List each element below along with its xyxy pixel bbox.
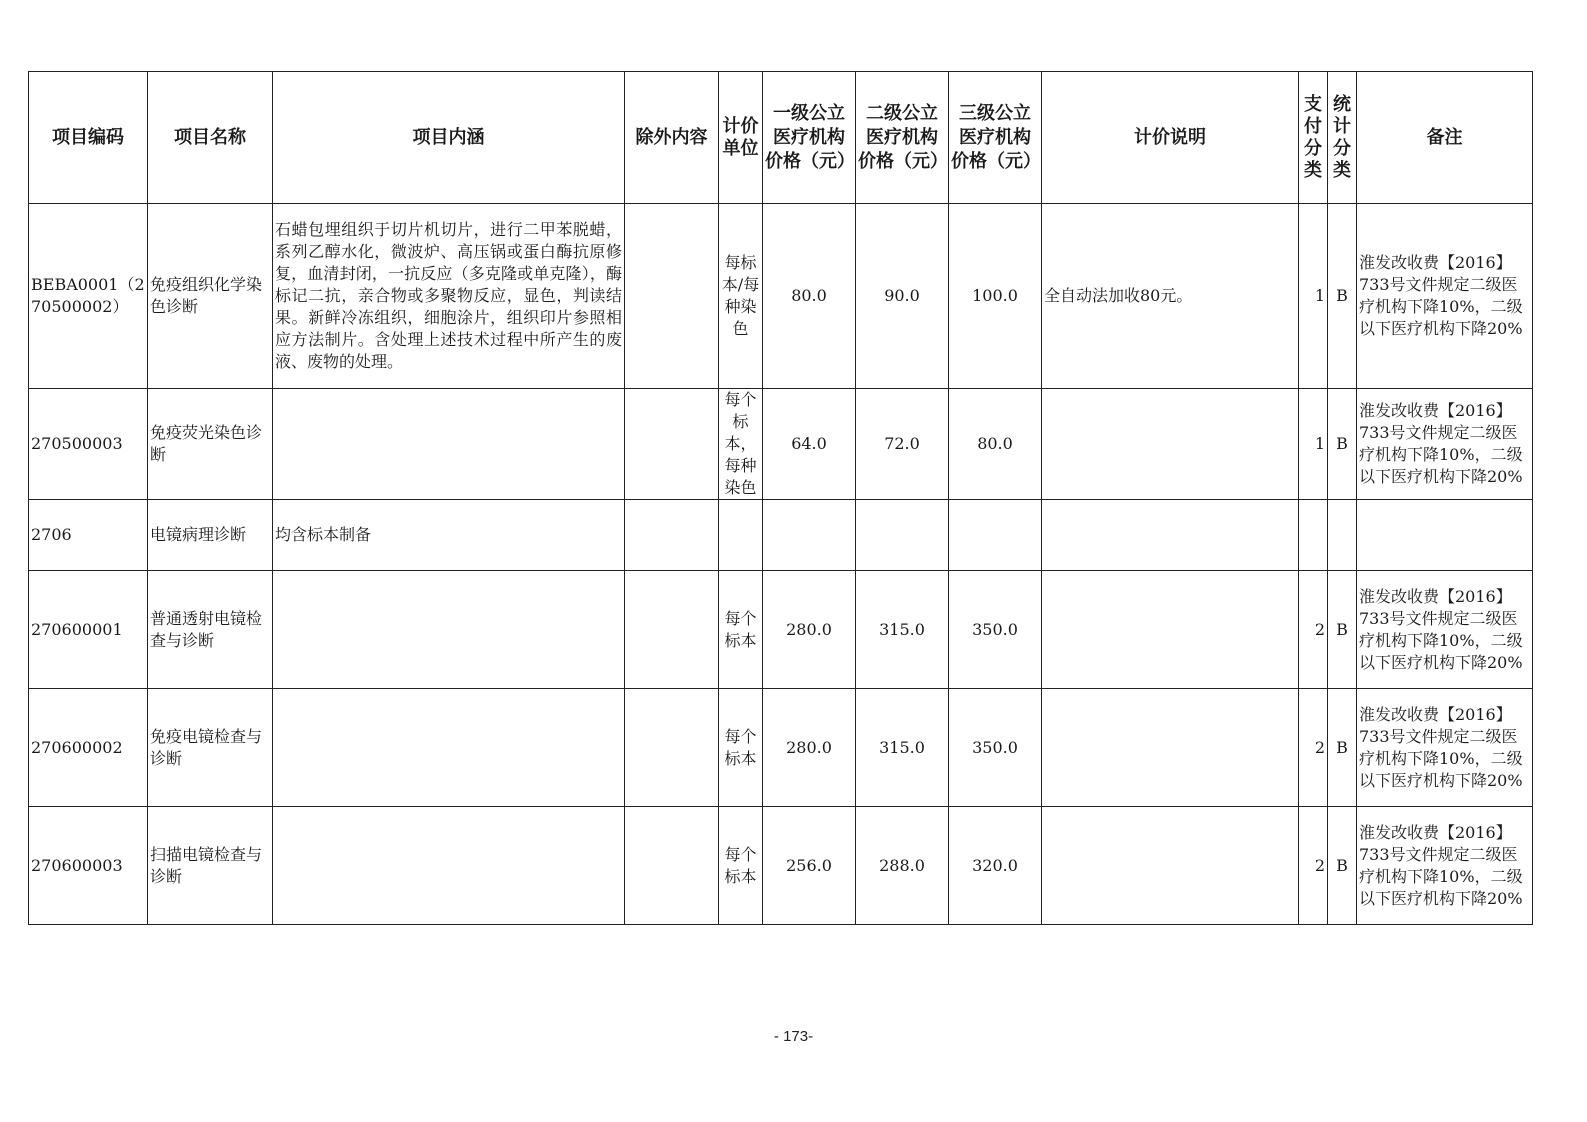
item-remarks: 淮发改收费【2016】733号文件规定二级医疗机构下降10%，二级以下医疗机构下降20% xyxy=(1357,571,1533,689)
header-content: 项目内涵 xyxy=(273,72,625,204)
table-row xyxy=(29,389,1533,500)
item-excluded xyxy=(625,571,719,689)
item-price-level-1: 256.0 xyxy=(763,807,856,925)
header-stat-category: 统计分类 xyxy=(1328,72,1357,204)
item-excluded xyxy=(625,689,719,807)
item-content xyxy=(273,571,625,689)
item-code: 270600002 xyxy=(29,689,148,807)
item-price-level-3: 100.0 xyxy=(949,204,1042,389)
header-unit: 计价单位 xyxy=(719,72,763,204)
item-remarks: 淮发改收费【2016】733号文件规定二级医疗机构下降10%，二级以下医疗机构下降20% xyxy=(1357,389,1533,500)
item-price-level-2: 72.0 xyxy=(856,389,949,500)
item-stat-category: B xyxy=(1328,689,1357,807)
item-stat-category: B xyxy=(1328,571,1357,689)
header-price-level-2: 二级公立医疗机构价格（元） xyxy=(856,72,949,204)
item-price-level-2: 315.0 xyxy=(856,571,949,689)
item-price-level-3: 350.0 xyxy=(949,571,1042,689)
item-pricing-note xyxy=(1042,689,1299,807)
item-unit xyxy=(719,500,763,571)
item-excluded xyxy=(625,500,719,571)
item-code: 270600003 xyxy=(29,807,148,925)
item-pay-category: 2 xyxy=(1299,689,1328,807)
item-stat-category: B xyxy=(1328,807,1357,925)
item-content xyxy=(273,689,625,807)
item-pay-category: 1 xyxy=(1299,204,1328,389)
item-price-level-1: 280.0 xyxy=(763,571,856,689)
item-unit: 每标本/每种染色 xyxy=(719,204,763,389)
item-code: BEBA0001（270500002） xyxy=(29,204,148,389)
item-price-level-1 xyxy=(763,500,856,571)
table-header-row xyxy=(29,72,1533,204)
item-excluded xyxy=(625,807,719,925)
item-price-level-3 xyxy=(949,500,1042,571)
item-pay-category xyxy=(1299,500,1328,571)
item-unit: 每个标本，每种染色 xyxy=(719,389,763,500)
item-name: 电镜病理诊断 xyxy=(148,500,273,571)
item-pricing-note xyxy=(1042,389,1299,500)
item-unit: 每个标本 xyxy=(719,689,763,807)
item-code: 270500003 xyxy=(29,389,148,500)
header-code: 项目编码 xyxy=(29,72,148,204)
item-name: 扫描电镜检查与诊断 xyxy=(148,807,273,925)
item-pay-category: 2 xyxy=(1299,571,1328,689)
item-content: 石蜡包埋组织于切片机切片，进行二甲苯脱蜡，系列乙醇水化，微波炉、高压锅或蛋白酶抗原修复，血清封闭，一抗反应（多克隆或单克隆），酶标记二抗，亲合物或多聚物反应，显色，判读结果。新鲜冷冻组织，细胞涂片，组织印片参照相应方法制片。含处理上述技术过程中所产生的废液、废物的处理。 xyxy=(273,204,625,389)
table-row xyxy=(29,571,1533,689)
header-pricing-note: 计价说明 xyxy=(1042,72,1299,204)
item-excluded xyxy=(625,204,719,389)
item-price-level-3: 350.0 xyxy=(949,689,1042,807)
header-name: 项目名称 xyxy=(148,72,273,204)
item-stat-category: B xyxy=(1328,389,1357,500)
item-unit: 每个标本 xyxy=(719,571,763,689)
item-content xyxy=(273,389,625,500)
item-remarks: 淮发改收费【2016】733号文件规定二级医疗机构下降10%，二级以下医疗机构下降20% xyxy=(1357,204,1533,389)
item-price-level-3: 80.0 xyxy=(949,389,1042,500)
item-content xyxy=(273,807,625,925)
table-row xyxy=(29,204,1533,389)
item-price-level-2: 288.0 xyxy=(856,807,949,925)
item-price-level-1: 280.0 xyxy=(763,689,856,807)
price-table xyxy=(28,71,1533,925)
item-pay-category: 2 xyxy=(1299,807,1328,925)
header-price-level-3: 三级公立医疗机构价格（元） xyxy=(949,72,1042,204)
item-name: 免疫组织化学染色诊断 xyxy=(148,204,273,389)
header-pay-category: 支付分类 xyxy=(1299,72,1328,204)
item-pricing-note xyxy=(1042,500,1299,571)
header-excluded: 除外内容 xyxy=(625,72,719,204)
item-price-level-3: 320.0 xyxy=(949,807,1042,925)
item-remarks xyxy=(1357,500,1533,571)
item-code: 270600001 xyxy=(29,571,148,689)
item-code: 2706 xyxy=(29,500,148,571)
table-row xyxy=(29,807,1533,925)
item-pricing-note xyxy=(1042,807,1299,925)
item-price-level-2 xyxy=(856,500,949,571)
item-unit: 每个标本 xyxy=(719,807,763,925)
item-pricing-note: 全自动法加收80元。 xyxy=(1042,204,1299,389)
item-remarks: 淮发改收费【2016】733号文件规定二级医疗机构下降10%，二级以下医疗机构下降20% xyxy=(1357,807,1533,925)
table-row xyxy=(29,500,1533,571)
item-pricing-note xyxy=(1042,571,1299,689)
page-number: - 173- xyxy=(773,1028,814,1045)
item-stat-category xyxy=(1328,500,1357,571)
item-pay-category: 1 xyxy=(1299,389,1328,500)
item-stat-category: B xyxy=(1328,204,1357,389)
item-price-level-2: 315.0 xyxy=(856,689,949,807)
item-excluded xyxy=(625,389,719,500)
item-name: 普通透射电镜检查与诊断 xyxy=(148,571,273,689)
item-remarks: 淮发改收费【2016】733号文件规定二级医疗机构下降10%，二级以下医疗机构下降20% xyxy=(1357,689,1533,807)
table-row xyxy=(29,689,1533,807)
item-price-level-2: 90.0 xyxy=(856,204,949,389)
header-price-level-1: 一级公立医疗机构价格（元） xyxy=(763,72,856,204)
item-name: 免疫荧光染色诊断 xyxy=(148,389,273,500)
item-price-level-1: 64.0 xyxy=(763,389,856,500)
item-name: 免疫电镜检查与诊断 xyxy=(148,689,273,807)
item-content: 均含标本制备 xyxy=(273,500,625,571)
item-price-level-1: 80.0 xyxy=(763,204,856,389)
header-remarks: 备注 xyxy=(1357,72,1533,204)
